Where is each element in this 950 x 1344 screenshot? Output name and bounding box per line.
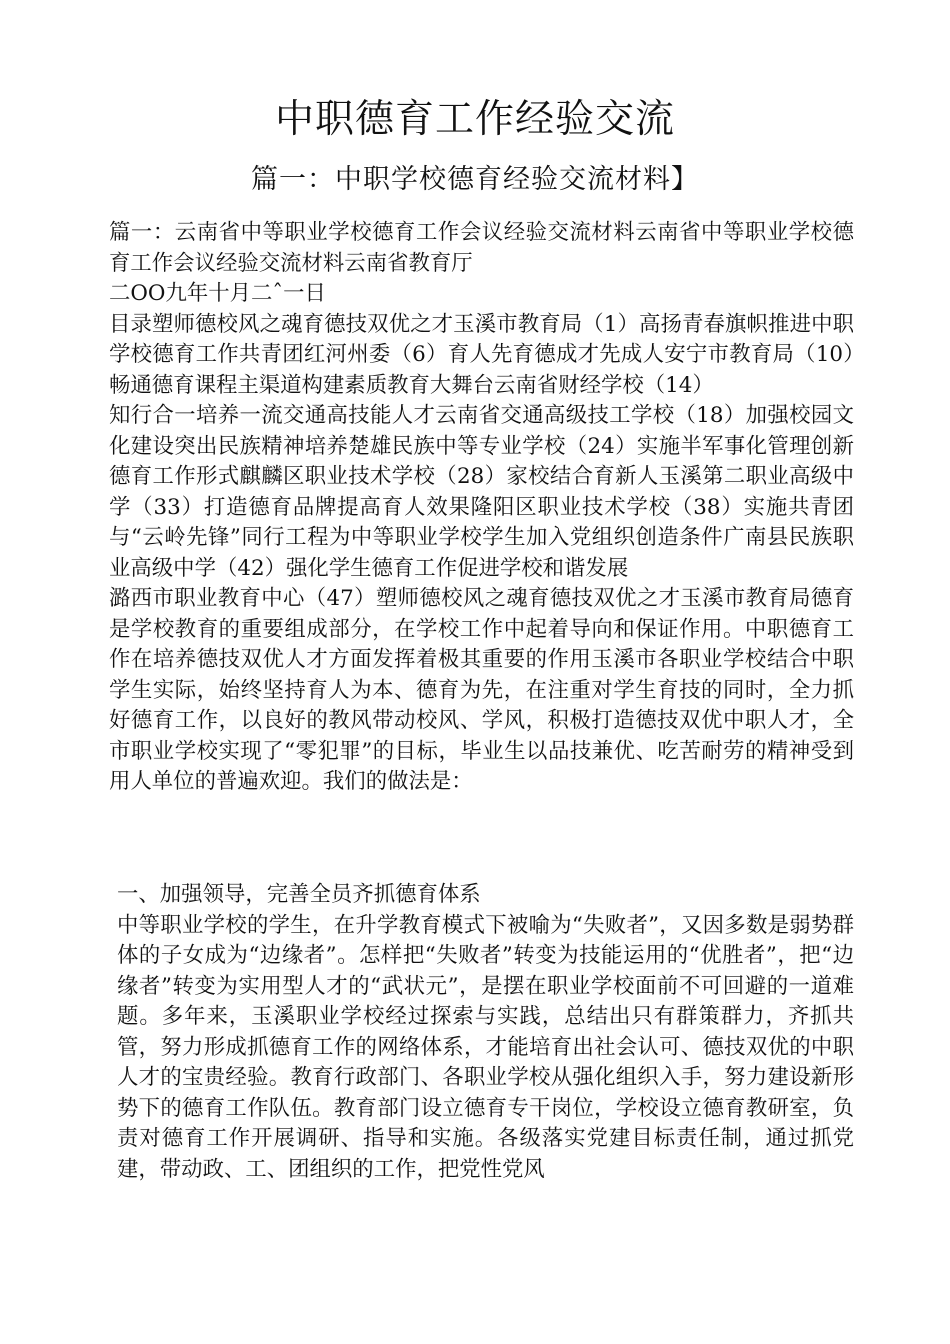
document-title: 中职德育工作经验交流 [274,97,675,142]
paragraph-section-1: 中等职业学校的学生，在升学教育模式下被喻为“失败者”，又因多数是弱势群体的子女成为“边缘者”。怎样把“失败者”转变为技能运用的“优胜者”，把“边缘者”转变为实用型人才的“武状元”，是摆在职业学校面前不可回避的一道难题。多年来，玉溪职业学校经过探索与实践，总结出只有群策群力，齐抓共管，努力形成抓德育工作的网络体系，才能培育出社会认可、德技双优的中职人才的宝贵经验。教育行政部门、各职业学校从强化组织入手，努力建设新形势下的德育工作队伍。教育部门设立德育专干岗位，学校设立德育教研室，负责对德育工作开展调研、指导和实施。各级落实党建目标责任制，通过抓党建，带动政、工、团组织的工作，把党性党风 [117,912,854,1182]
paragraph-toc-3: 潞西市职业教育中心（47）塑师德校风之魂育德技双优之才玉溪市教育局德育是学校教育的重要组成部分，在学校工作中起着导向和保证作用。中职德育工作在培养德技双优人才方面发挥着极其重要的作用玉溪市各职业学校结合中职学生实际，始终坚持育人为本、德育为先，在注重对学生育技的同时，全力抓好德育工作，以良好的教风带动校风、学风，积极打造德技双优中职人才，全市职业学校实现了“零犯罪”的目标，毕业生以品技兼优、吃苦耐劳的精神受到用人单位的普遍欢迎。我们的做法是： [109,586,854,794]
body-section-2 [109,880,854,1185]
paragraph-intro: 篇一：云南省中等职业学校德育工作会议经验交流材料云南省中等职业学校德育工作会议经验交流材料云南省教育厅 [109,220,854,276]
paragraph-toc-1: 目录塑师德校风之魂育德技双优之才玉溪市教育局（1）高扬青春旗帜推进中职学校德育工作共青团红河州委（6）育人先育德成才先成人安宁市教育局（10）畅通德育课程主渠道构建素质教育大舞台云南省财经学校（14） [109,311,854,398]
section-heading: 一、加强领导，完善全员齐抓德育体系 [117,882,481,907]
body-section-1 [109,218,854,798]
document-subtitle: 篇一：中职学校德育经验交流材料】 [251,164,699,195]
paragraph-date: 二OO九年十月二ˆ一日 [109,281,326,306]
paragraph-toc-2: 知行合一培养一流交通高技能人才云南省交通高级技工学校（18）加强校园文化建设突出民族精神培养楚雄民族中等专业学校（24）实施半军事化管理创新德育工作形式麒麟区职业技术学校（28）家校结合育新人玉溪第二职业高级中学（33）打造德育品牌提高育人效果隆阳区职业技术学校（38）实施共青团与“云岭先锋”同行工程为中等职业学校学生加入党组织创造条件广南县民族职业高级中学（42）强化学生德育工作促进学校和谐发展 [109,403,854,581]
